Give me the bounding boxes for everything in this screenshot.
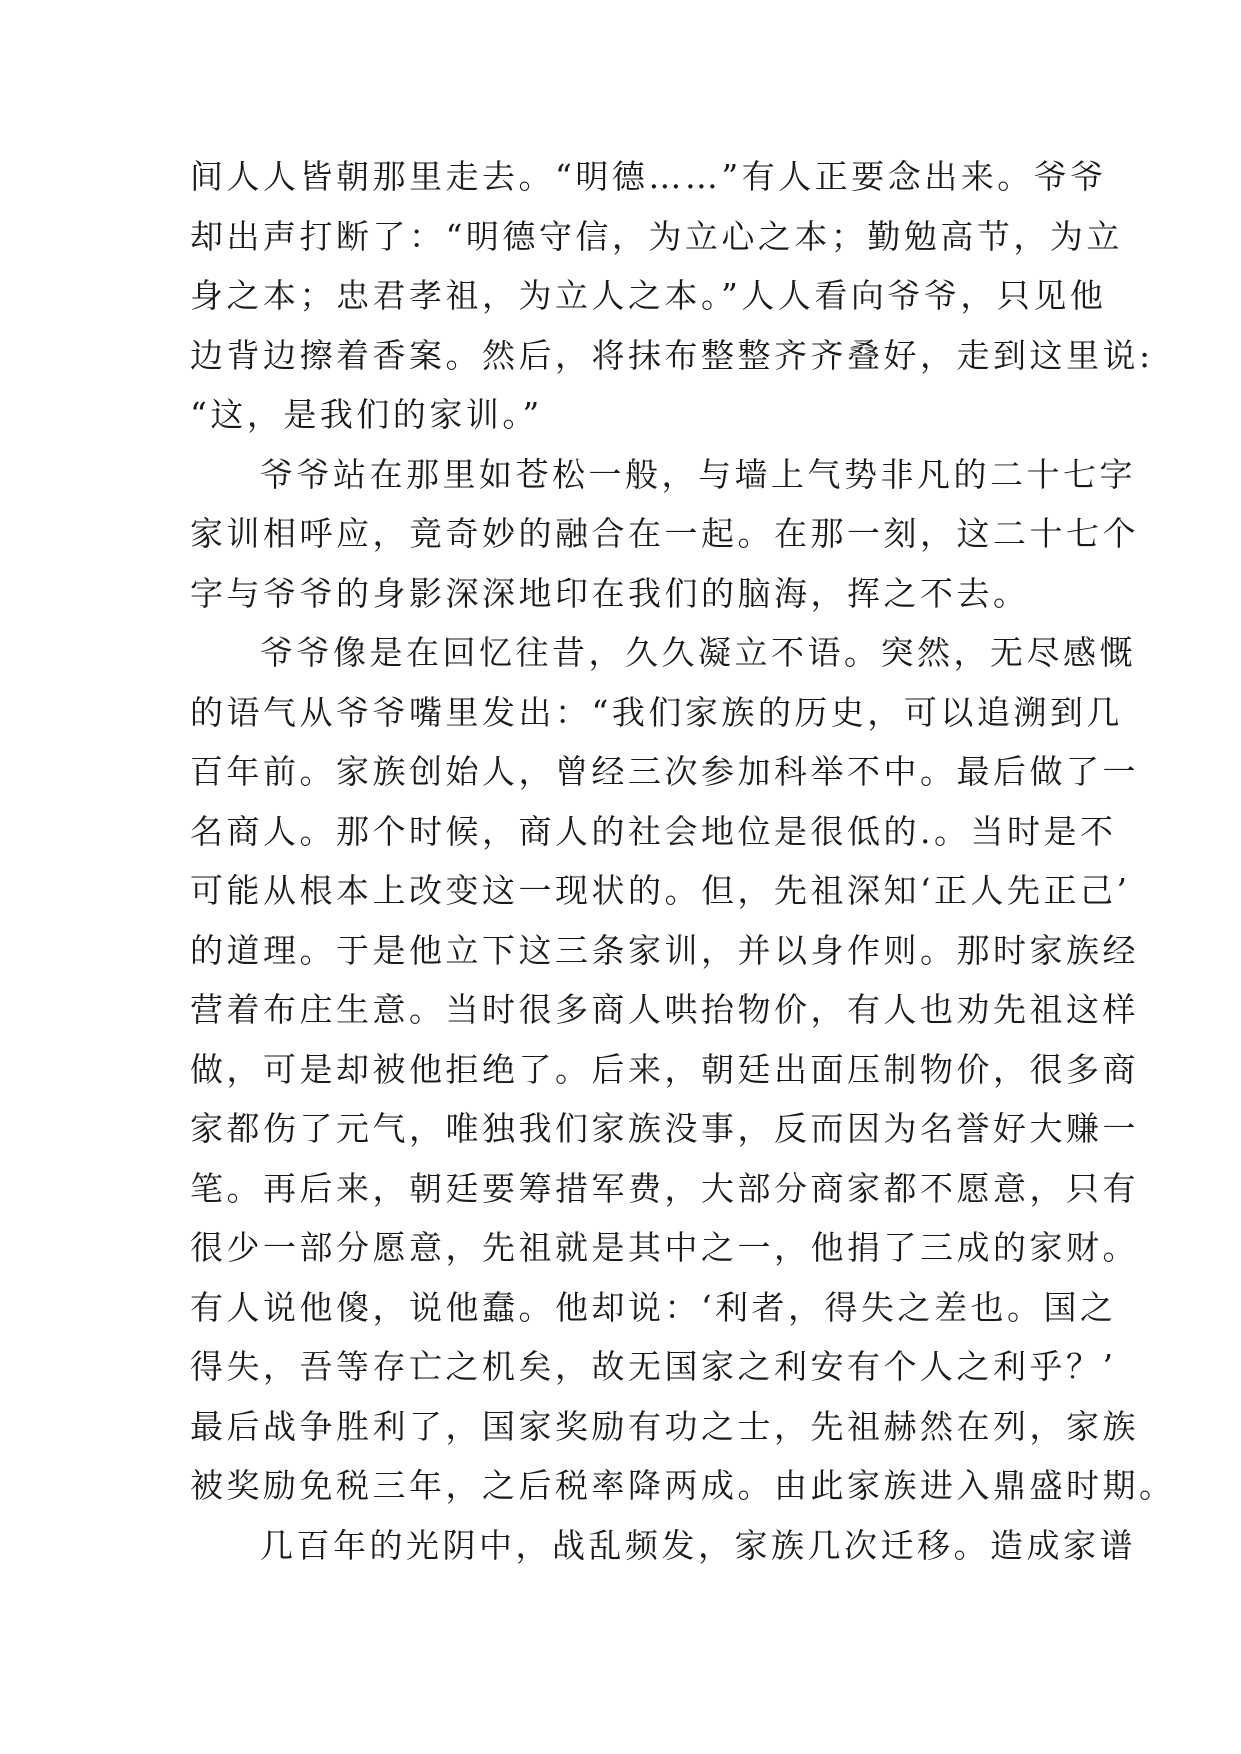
text-line: 可能从根本上改变这一现状的。但，先祖深知‘正人先正己’: [190, 871, 1131, 910]
text-line: 名商人。那个时候，商人的社会地位是很低的.。当时是不: [190, 811, 1117, 851]
text-line: 的语气从爷爷嘴里发出：“我们家族的历史，可以追溯到几: [190, 692, 1123, 732]
paragraph-first-line: 几百年的光阴中，战乱频发，家族几次迁移。造成家谱: [260, 1525, 1136, 1565]
text-line: 家都伤了元气，唯独我们家族没事，反而因为名誉好大赚一: [190, 1109, 1139, 1148]
text-line: 最后战争胜利了，国家奖励有功之士，先祖赫然在列，家族: [190, 1406, 1139, 1446]
body-text: [190, 147, 1176, 1575]
text-line: 的道理。于是他立下这三条家训，并以身作则。那时家族经: [190, 930, 1139, 970]
text-line: 被奖励免税三年，之后税率降两成。由此家族进入鼎盛时期。: [190, 1466, 1176, 1505]
text-line: 得失，吾等存亡之机矣，故无国家之利安有个人之利乎？’: [190, 1347, 1117, 1386]
text-line: 字与爷爷的身影深深地印在我们的脑海，挥之不去。: [190, 573, 1030, 613]
text-line: 身之本；忠君孝祖，为立人之本。”人人看向爷爷，只见他: [190, 276, 1107, 315]
text-line: 却出声打断了：“明德守信，为立心之本；勤勉高节，为立: [190, 216, 1123, 256]
paragraph-first-line: 爷爷站在那里如苍松一般，与墙上气势非凡的二十七字: [260, 454, 1136, 494]
text-line: “这，是我们的家训。”: [190, 395, 543, 434]
text-line: 笔。再后来，朝廷要筹措军费，大部分商家都不愿意，只有: [190, 1168, 1139, 1208]
paragraph-first-line: 爷爷像是在回忆往昔，久久凝立不语。突然，无尽感慨: [260, 633, 1136, 672]
text-line: 有人说他傻，说他蠢。他却说：‘利者，得失之差也。国之: [190, 1287, 1117, 1327]
text-line: 做，可是却被他拒绝了。后来，朝廷出面压制物价，很多商: [190, 1049, 1139, 1089]
text-line: 间人人皆朝那里走去。“明德……”有人正要念出来。爷爷: [190, 157, 1107, 196]
text-line: 很少一部分愿意，先祖就是其中之一，他捐了三成的家财。: [190, 1228, 1139, 1267]
text-line: 家训相呼应，竟奇妙的融合在一起。在那一刻，这二十七个: [190, 514, 1139, 553]
text-line: 营着布庄生意。当时很多商人哄抬物价，有人也劝先祖这样: [190, 990, 1139, 1029]
text-line: 百年前。家族创始人，曾经三次参加科举不中。最后做了一: [190, 752, 1139, 791]
text-line: 边背边擦着香案。然后，将抹布整整齐齐叠好，走到这里说:: [190, 335, 1154, 375]
